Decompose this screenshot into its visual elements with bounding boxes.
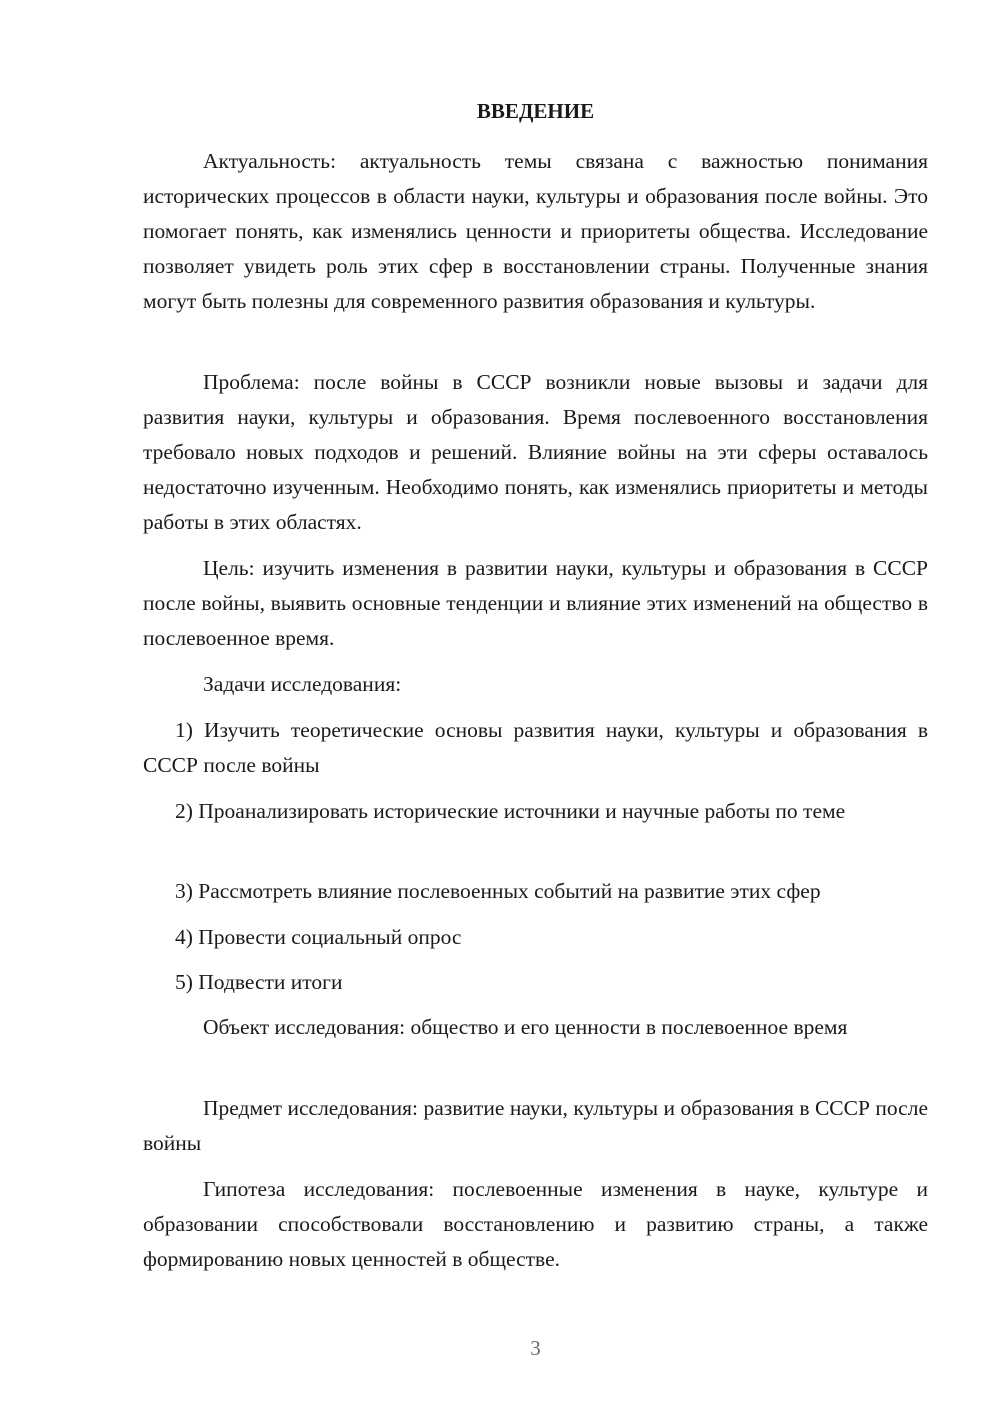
relevance-paragraph: Актуальность: актуальность темы связана с важностью понимания исторических процессов в области науки, культуры и образования после войны. Это помогает понять, как изменялись ценности и приоритеты общества. Исследование позволяет увидеть роль этих сфер в восстановлении страны. Полученные знания могут быть полезны для современного развития образования и культуры.: [143, 149, 928, 313]
tasks-heading: Задачи исследования:: [203, 672, 402, 696]
task-item-3: 3) Рассмотреть влияние послевоенных событий на развитие этих сфер: [175, 879, 821, 903]
page-number: 3: [530, 1336, 541, 1360]
subject-paragraph: Предмет исследования: развитие науки, культуры и образования в СССР после войны: [143, 1096, 928, 1155]
page-title: ВВЕДЕНИЕ: [476, 99, 595, 123]
object-paragraph: Объект исследования: общество и его ценности в послевоенное время: [203, 1015, 848, 1039]
hypothesis-paragraph: Гипотеза исследования: послевоенные изменения в науке, культуре и образовании способствовали восстановлению и развитию страны, а также формированию новых ценностей в обществе.: [143, 1177, 928, 1271]
task-item-5: 5) Подвести итоги: [175, 970, 343, 994]
goal-paragraph: Цель: изучить изменения в развитии науки, культуры и образования в СССР после войны, выявить основные тенденции и влияние этих изменений на общество в послевоенное время.: [143, 556, 928, 650]
task-item-1: 1) Изучить теоретические основы развития науки, культуры и образования в СССР после войны: [143, 718, 928, 777]
problem-paragraph: Проблема: после войны в СССР возникли новые вызовы и задачи для развития науки, культуры и образования. Время послевоенного восстановления требовало новых подходов и решений. Влияние войны на эти сферы оставалось недостаточно изученным. Необходимо понять, как изменялись приоритеты и методы работы в этих областях.: [143, 370, 928, 534]
task-item-2: 2) Проанализировать исторические источники и научные работы по теме: [175, 799, 846, 823]
document-page: [143, 0, 928, 1414]
task-item-4: 4) Провести социальный опрос: [175, 925, 462, 949]
